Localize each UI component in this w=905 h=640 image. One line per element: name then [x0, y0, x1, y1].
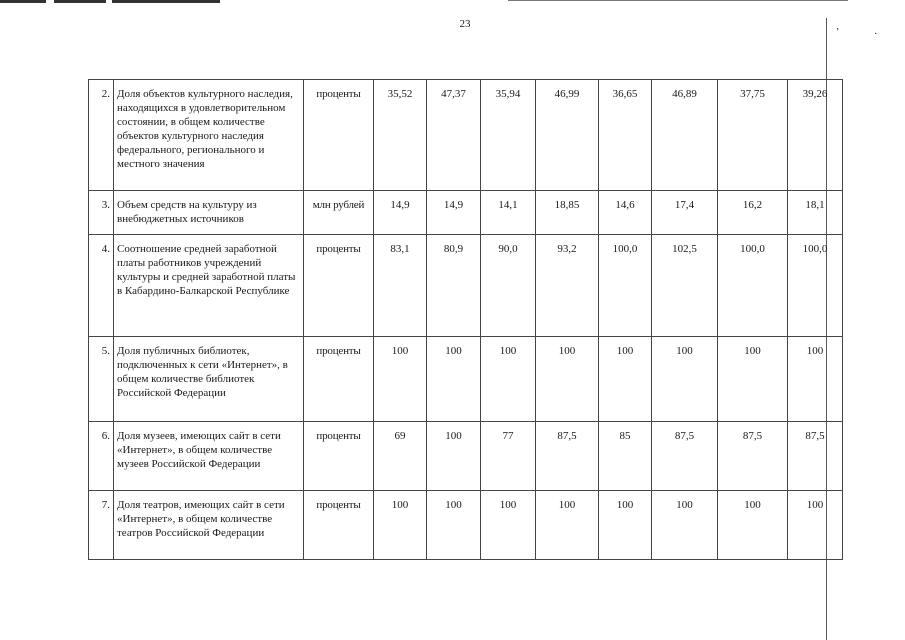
table-row: [89, 235, 843, 337]
value-cell: 14,1: [481, 191, 536, 235]
table-row: [89, 422, 843, 491]
page-number: 23: [459, 18, 471, 30]
scan-artifact-top-left-2: [54, 0, 106, 3]
scan-speck: ·: [874, 29, 878, 40]
value-cell: 102,5: [652, 235, 718, 337]
unit-cell: проценты: [304, 491, 374, 560]
value-cell: 77: [481, 422, 536, 491]
value-cell: 87,5: [652, 422, 718, 491]
unit-cell: млн рублей: [304, 191, 374, 235]
value-cell: 35,94: [481, 80, 536, 191]
value-cell: 100: [599, 491, 652, 560]
indicator-name: Доля публичных библиотек, подключенных к сети «Интернет», в общем количестве библиотек Российской Федерации: [114, 337, 304, 422]
value-cell: 100: [718, 491, 788, 560]
value-cell: 36,65: [599, 80, 652, 191]
value-cell: 100: [481, 337, 536, 422]
value-cell: 100: [652, 337, 718, 422]
value-cell: 18,1: [788, 191, 843, 235]
table-row: [89, 80, 843, 191]
value-cell: 100: [481, 491, 536, 560]
value-cell: 37,75: [718, 80, 788, 191]
row-number: 5.: [89, 337, 114, 422]
value-cell: 90,0: [481, 235, 536, 337]
unit-cell: проценты: [304, 80, 374, 191]
unit-cell: проценты: [304, 235, 374, 337]
value-cell: 17,4: [652, 191, 718, 235]
indicators-table: [88, 79, 843, 560]
unit-cell: проценты: [304, 337, 374, 422]
value-cell: 39,26: [788, 80, 843, 191]
value-cell: 69: [374, 422, 427, 491]
row-number: 6.: [89, 422, 114, 491]
scan-artifact-top-right: [508, 0, 848, 1]
value-cell: 14,6: [599, 191, 652, 235]
value-cell: 100: [427, 337, 481, 422]
value-cell: 100: [788, 491, 843, 560]
indicator-name: Объем средств на культуру из внебюджетных источников: [114, 191, 304, 235]
value-cell: 100: [536, 337, 599, 422]
value-cell: 47,37: [427, 80, 481, 191]
value-cell: 100: [536, 491, 599, 560]
value-cell: 80,9: [427, 235, 481, 337]
scan-artifact-top-left-3: [112, 0, 220, 3]
value-cell: 83,1: [374, 235, 427, 337]
value-cell: 87,5: [718, 422, 788, 491]
unit-cell: проценты: [304, 422, 374, 491]
scan-speck: ʼ: [836, 27, 840, 38]
indicator-name: Доля музеев, имеющих сайт в сети «Интернет», в общем количестве музеев Российской Федерации: [114, 422, 304, 491]
value-cell: 100: [374, 337, 427, 422]
table-row: [89, 337, 843, 422]
value-cell: 100,0: [788, 235, 843, 337]
value-cell: 93,2: [536, 235, 599, 337]
value-cell: 46,89: [652, 80, 718, 191]
value-cell: 46,99: [536, 80, 599, 191]
row-number: 2.: [89, 80, 114, 191]
value-cell: 87,5: [788, 422, 843, 491]
row-number: 4.: [89, 235, 114, 337]
value-cell: 100: [427, 422, 481, 491]
value-cell: 16,2: [718, 191, 788, 235]
value-cell: 100,0: [599, 235, 652, 337]
row-number: 7.: [89, 491, 114, 560]
value-cell: 100: [718, 337, 788, 422]
value-cell: 100: [427, 491, 481, 560]
scan-artifact-top-left: [0, 0, 46, 3]
value-cell: 100: [599, 337, 652, 422]
value-cell: 87,5: [536, 422, 599, 491]
indicator-name: Соотношение средней заработной платы работников учреждений культуры и средней заработной платы в Кабардино-Балкарской Республике: [114, 235, 304, 337]
value-cell: 14,9: [374, 191, 427, 235]
value-cell: 100: [652, 491, 718, 560]
value-cell: 100,0: [718, 235, 788, 337]
value-cell: 100: [374, 491, 427, 560]
value-cell: 85: [599, 422, 652, 491]
indicator-name: Доля театров, имеющих сайт в сети «Интернет», в общем количестве театров Российской Федерации: [114, 491, 304, 560]
value-cell: 14,9: [427, 191, 481, 235]
table-row: [89, 191, 843, 235]
value-cell: 18,85: [536, 191, 599, 235]
table-row: [89, 491, 843, 560]
value-cell: 35,52: [374, 80, 427, 191]
value-cell: 100: [788, 337, 843, 422]
row-number: 3.: [89, 191, 114, 235]
indicator-name: Доля объектов культурного наследия, находящихся в удовлетворительном состоянии, в общем количестве объектов культурного наследия федерального, регионального и местного значения: [114, 80, 304, 191]
